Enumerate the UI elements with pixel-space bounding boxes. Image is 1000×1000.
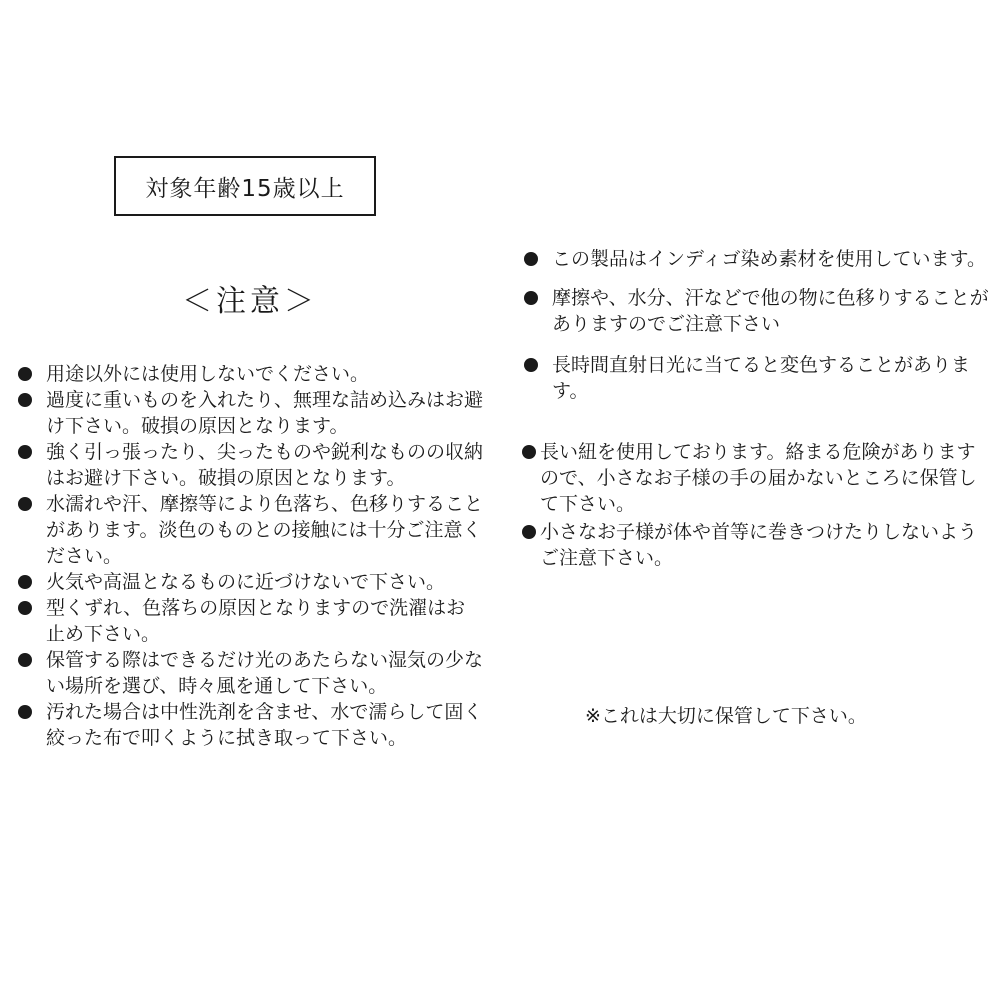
bullet-icon xyxy=(18,575,32,589)
caution-item-text: 小さなお子様が体や首等に巻きつけたりしないようご注意下さい。 xyxy=(540,521,978,569)
bullet-icon xyxy=(524,291,538,305)
caution-item xyxy=(520,439,990,517)
age-recommendation-box: 対象年齢15歳以上 xyxy=(114,156,376,216)
bullet-icon xyxy=(18,367,32,381)
caution-item xyxy=(14,491,484,569)
caution-item xyxy=(14,595,484,647)
caution-list-right xyxy=(520,246,990,571)
caution-item xyxy=(520,285,990,337)
caution-item-text: 長い紐を使用しております。絡まる危険がありますので、小さなお子様の手の届かないところに保管して下さい。 xyxy=(540,441,977,515)
bullet-icon xyxy=(18,705,32,719)
bullet-icon xyxy=(522,525,536,539)
caution-item xyxy=(14,387,484,439)
caution-item xyxy=(520,352,990,404)
caution-item xyxy=(14,647,484,699)
caution-heading: ＜注意＞ xyxy=(182,284,318,319)
caution-item xyxy=(520,519,990,571)
caution-item-text: 強く引っ張ったり、尖ったものや鋭利なものの収納はお避け下さい。破損の原因となります。 xyxy=(46,441,484,489)
bullet-icon xyxy=(18,445,32,459)
caution-item-text: 長時間直射日光に当てると変色することがあります。 xyxy=(552,354,971,402)
storage-note: ※これは大切に保管して下さい。 xyxy=(585,705,867,727)
caution-item-text: 過度に重いものを入れたり、無理な詰め込みはお避け下さい。破損の原因となります。 xyxy=(46,389,484,437)
caution-item xyxy=(14,361,484,387)
bullet-icon xyxy=(18,497,32,511)
caution-item-text: 保管する際はできるだけ光のあたらない湿気の少ない場所を選び、時々風を通して下さい。 xyxy=(46,649,484,697)
bullet-icon xyxy=(524,358,538,372)
caution-item-text: 水濡れや汗、摩擦等により色落ち、色移りすることがあります。淡色のものとの接触には十分ご注意ください。 xyxy=(46,493,484,567)
caution-item-text: 摩擦や、水分、汗などで他の物に色移りすることがありますのでご注意下さい xyxy=(552,287,989,335)
bullet-icon xyxy=(18,601,32,615)
caution-item xyxy=(14,439,484,491)
caution-item-text: 用途以外には使用しないでください。 xyxy=(46,363,370,385)
caution-list-left xyxy=(14,361,484,751)
caution-item-text: 汚れた場合は中性洗剤を含ませ、水で濡らして固く絞った布で叩くように拭き取って下さい。 xyxy=(46,701,483,749)
caution-item xyxy=(520,246,990,272)
bullet-icon xyxy=(18,393,32,407)
bullet-icon xyxy=(18,653,32,667)
caution-item-text: この製品はインディゴ染め素材を使用しています。 xyxy=(552,248,986,270)
caution-item-text: 型くずれ、色落ちの原因となりますので洗濯はお止め下さい。 xyxy=(46,597,466,645)
caution-item xyxy=(14,569,484,595)
caution-item xyxy=(14,699,484,751)
bullet-icon xyxy=(524,252,538,266)
caution-item-text: 火気や高温となるものに近づけないで下さい。 xyxy=(46,571,446,593)
bullet-icon xyxy=(522,445,536,459)
